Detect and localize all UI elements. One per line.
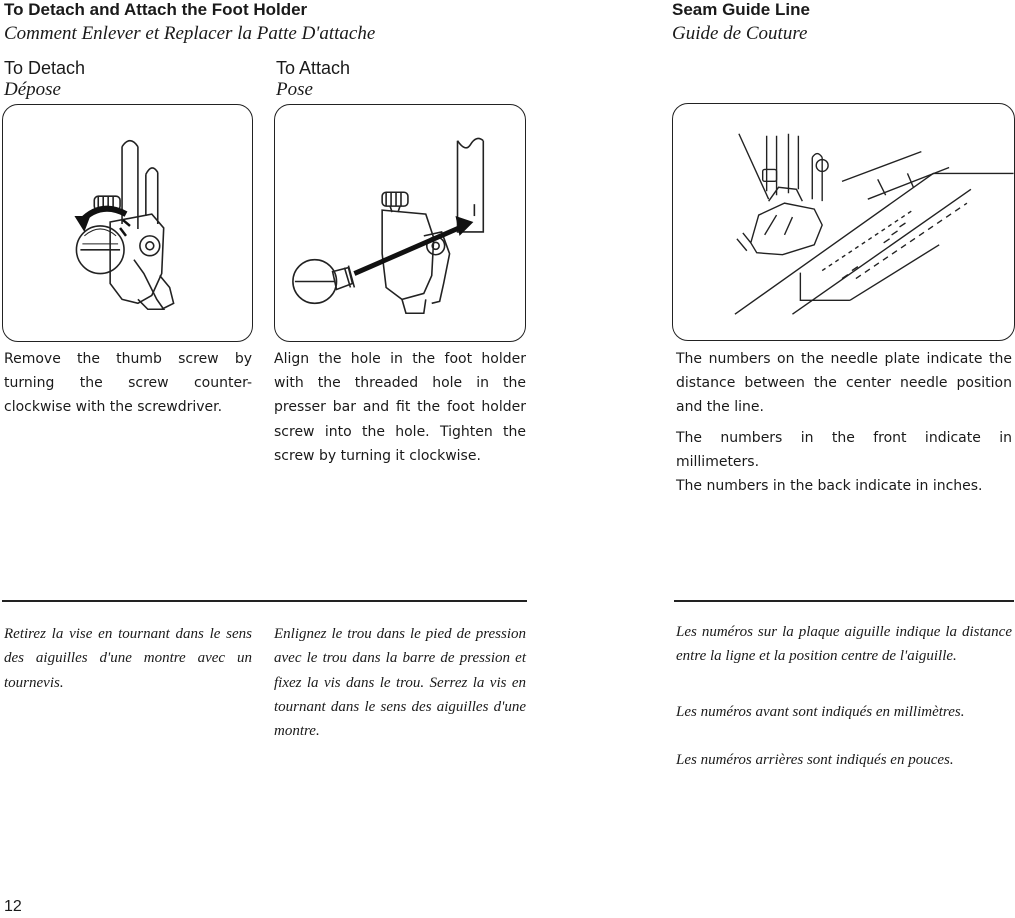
- needle-plate-seam-guide-drawing: [673, 104, 1014, 340]
- attach-heading-fr: Pose: [276, 79, 313, 100]
- seam-guide-text-en-1: The numbers on the needle plate indicate the distance between the center needle position and the line.: [676, 351, 1012, 416]
- seam-guide-illustration: [672, 103, 1015, 341]
- attach-text-fr: Enlignez le trou dans le pied de pression avec le trou dans la barre de pression et fixez la vis dans le trou. Serrez la vis en tournant dans le sens des aiguilles d'une montre.: [274, 626, 526, 740]
- seam-guide-text-en-3: The numbers in the back indicate in inches.: [676, 478, 983, 494]
- right-divider: [674, 600, 1014, 602]
- left-section-title: To Detach and Attach the Foot Holder: [4, 0, 308, 19]
- seam-guide-text-fr-1: Les numéros sur la plaque aiguille indique la distance entre la ligne et la position centre de l'aiguille.: [676, 624, 1012, 665]
- seam-guide-text-en-2: The numbers in the front indicate in millimeters.: [676, 430, 1012, 471]
- seam-guide-text-fr-2: Les numéros avant sont indiqués en millimètres.: [676, 704, 965, 720]
- left-divider: [2, 600, 527, 602]
- right-section-title-fr: Guide de Couture: [672, 23, 808, 44]
- foot-holder-detach-drawing: [3, 105, 252, 341]
- detach-heading-fr: Dépose: [4, 79, 61, 100]
- left-section-title-fr: Comment Enlever et Replacer la Patte D'attache: [4, 23, 376, 44]
- detach-illustration: [2, 104, 253, 342]
- attach-heading: To Attach: [276, 58, 351, 78]
- detach-text-fr: Retirez la vise en tournant dans le sens des aiguilles d'une montre avec un tournevis.: [4, 626, 252, 691]
- seam-guide-text-fr-3: Les numéros arrières sont indiqués en pouces.: [676, 752, 954, 768]
- attach-illustration: [274, 104, 526, 342]
- detach-heading: To Detach: [4, 58, 86, 78]
- detach-text-en: Remove the thumb screw by turning the screw counter-clockwise with the screwdriver.: [4, 351, 252, 416]
- right-section-title: Seam Guide Line: [672, 0, 810, 19]
- foot-holder-attach-drawing: [275, 105, 525, 341]
- attach-text-en: Align the hole in the foot holder with the threaded hole in the presser bar and fit the foot holder screw into the hole. Tighten the screw by turning it clockwise.: [274, 351, 526, 464]
- page-number: 12: [4, 898, 22, 915]
